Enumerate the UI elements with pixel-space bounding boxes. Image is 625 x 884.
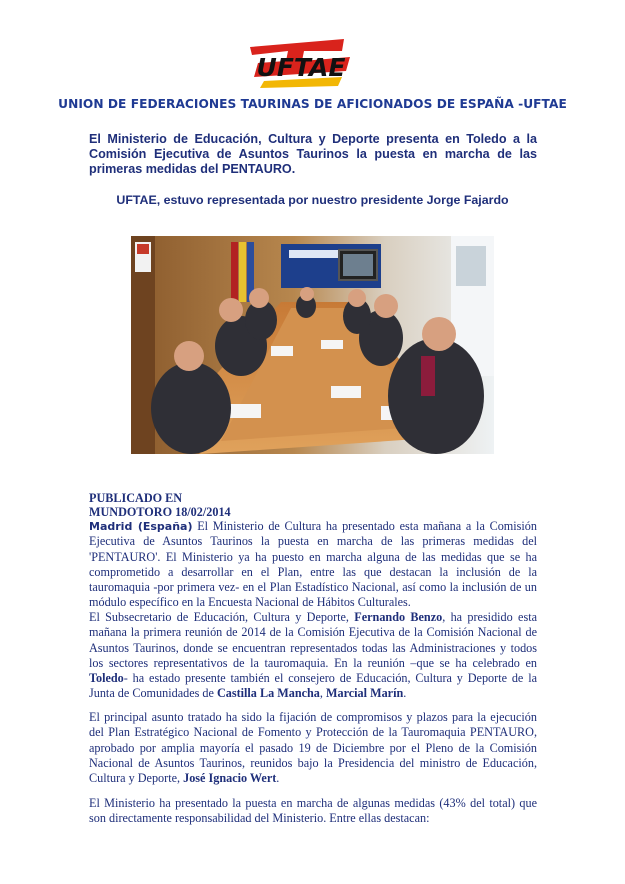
article-headline: El Ministerio de Educación, Cultura y Deporte presenta en Toledo a la Comisión Ejecutiva de Asuntos Taurinos la puesta en marcha de las primeras medidas del PENTAURO. [89, 132, 537, 176]
publication-source: MUNDOTORO 18/02/2014 [89, 505, 231, 519]
published-in-label: PUBLICADO EN [89, 491, 183, 505]
person-marcial-marin: Marcial Marín [325, 686, 404, 701]
meeting-photo [131, 236, 494, 454]
uftae-logo [246, 37, 356, 89]
paragraph-3-end: . [276, 771, 280, 786]
person-fernando-benzo: Fernando Benzo [354, 610, 443, 624]
paragraph-2-text-b: , ha presidido esta mañana la primera reunión de 2014 de la Comisión Ejecutiva de la Comisión Nacional de Asuntos Taurinos, donde se encuentran representados todas las Administraciones y todos los sectores representativos de la tauromaquia. En la reunión –que se ha celebrado en [89, 610, 537, 670]
place-toledo: Toledo [89, 671, 124, 686]
dateline-location: Madrid (España) [89, 520, 193, 533]
paragraph-2-text-a: El Subsecretario de Educación, Cultura y Deporte, [89, 610, 355, 624]
paragraph-2-end: . [403, 686, 407, 701]
paragraph-2-separator: , [319, 686, 326, 701]
paragraph-3 [89, 710, 537, 786]
region-castilla-la-mancha: Castilla La Mancha [216, 686, 320, 701]
article-subheading: UFTAE, estuvo representada por nuestro presidente Jorge Fajardo [116, 193, 509, 207]
paragraph-3-text: El principal asunto tratado ha sido la fijación de compromisos y plazos para la ejecución del Plan Estratégico Nacional de Fomento y Protección de la Tauromaquia PENTAURO, aprobado por amplia mayoría el pasado 19 de Diciembre por el Pleno de la Comisión Nacional de Asuntos Taurinos, reunidos bajo la Presidencia del ministro de Educación, Cultura y Deporte, [89, 710, 537, 786]
paragraph-2-text-c: - ha estado presente también el consejero de Educación, Cultura y Deporte de la Junta de Comunidades de [89, 671, 537, 701]
paragraph-4: El Ministerio ha presentado la puesta en marcha de algunas medidas (43% del total) que son directamente responsabilidad del Ministerio. Entre ellas destacan: [89, 796, 537, 826]
person-jose-ignacio-wert: José Ignacio Wert [183, 771, 277, 786]
logo-text: UFTAE [256, 53, 346, 82]
paragraph-2 [89, 610, 537, 702]
publication-label [89, 491, 231, 519]
organization-title: UNION DE FEDERACIONES TAURINAS DE AFICIONADOS DE ESPAÑA -UFTAE [58, 97, 567, 111]
paragraph-1-text: El Ministerio de Cultura ha presentado esta mañana a la Comisión Ejecutiva de Asuntos Taurinos la puesta en marcha de las primeras medidas del 'PENTAURO'. El Ministerio ya ha puesto en marcha alguna de las medidas que se ha comprometido a desarrollar en el Plan, entre las que destacan la inclusión de la tauromaquia -por primera vez- en el Plan Estadístico Nacional, así como la inclusión de un módulo específico en la Encuesta Nacional de Hábitos Culturales. [89, 519, 537, 610]
paragraph-1 [89, 519, 537, 611]
